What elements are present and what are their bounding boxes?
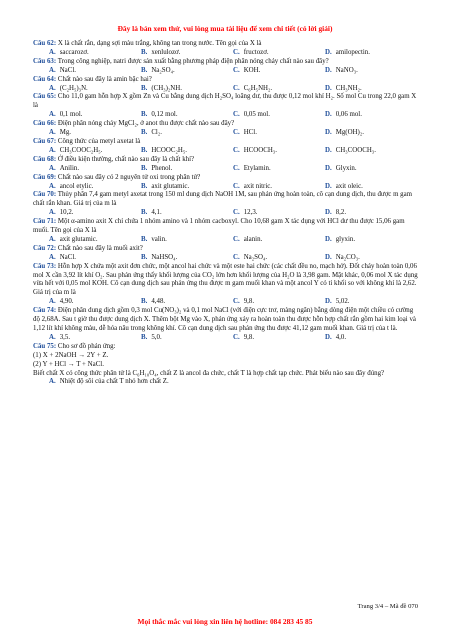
option-text: HCOOC₂H₅. — [151, 146, 187, 154]
question-number: Câu 65: — [33, 93, 57, 101]
option-text: Na₂SO₄. — [151, 66, 175, 74]
option-letter: D. — [325, 235, 332, 243]
option-d — [325, 254, 417, 263]
question — [33, 138, 419, 156]
option-letter: A. — [49, 164, 56, 172]
option-letter: A. — [49, 84, 56, 92]
option-letter: A. — [49, 378, 56, 386]
option-a — [49, 183, 141, 192]
option-letter: C. — [233, 66, 240, 74]
option-letter: A. — [49, 298, 56, 306]
option-letter: B. — [141, 146, 148, 154]
option-letter: C. — [233, 253, 240, 261]
question — [33, 343, 419, 388]
option-text: 3,5. — [59, 333, 71, 341]
question-number: Câu 66: — [33, 120, 57, 128]
option-d — [325, 165, 417, 174]
option-d — [325, 183, 417, 192]
option-text: 9,8. — [243, 333, 255, 341]
option-b — [141, 129, 233, 138]
option-letter: C. — [233, 146, 240, 154]
question-number: Câu 70: — [33, 191, 57, 199]
option-letter: B. — [141, 253, 148, 261]
option-letter: C. — [233, 84, 240, 92]
option-letter: B. — [141, 129, 148, 137]
reaction-1: (1) X + 2NaOH → 2Y + Z. — [33, 351, 109, 359]
question — [33, 120, 419, 138]
option-a — [49, 85, 141, 94]
option-letter: A. — [49, 182, 56, 190]
option-d — [325, 209, 417, 218]
option-text: axit glutamic. — [59, 235, 98, 243]
option-letter: B. — [141, 48, 148, 56]
question-list — [33, 40, 419, 387]
option-d — [325, 236, 417, 245]
option-text: HCl. — [243, 129, 257, 137]
question-number: Câu 69: — [33, 173, 57, 181]
option-letter: D. — [325, 298, 332, 306]
option-b — [141, 298, 233, 307]
option-b — [141, 49, 233, 58]
question-number: Câu 68: — [33, 155, 57, 163]
option-text: KOH. — [243, 66, 261, 74]
option-text: Glyxin. — [335, 164, 357, 172]
option-b — [141, 165, 233, 174]
option-letter: C. — [233, 333, 240, 341]
question — [33, 218, 419, 245]
option-b — [141, 85, 233, 94]
option-text: 4,1. — [151, 209, 162, 217]
question-number: Câu 71: — [33, 218, 57, 226]
question — [33, 191, 419, 218]
question-number: Câu 67: — [33, 137, 57, 145]
option-text: Nhiệt độ sôi của chất T nhỏ hơn chất Z. — [59, 378, 169, 386]
option-b — [141, 254, 233, 263]
question-text: Trong công nghiệp, natri được sản xuất bằng phương pháp điện phân nóng chảy chất nào sau đây? — [57, 57, 329, 65]
option-text: CH₃COOCH₃. — [335, 146, 376, 154]
option-text: Na₂SO₄. — [243, 253, 268, 261]
question-text: X là chất rắn, dạng sợi màu trắng, không tan trong nước. Tên gọi của X là — [57, 40, 262, 47]
question-text: Chất nào sau đây là amin bậc hai? — [57, 75, 152, 83]
option-d — [325, 67, 417, 76]
option-letter: C. — [233, 164, 240, 172]
option-text: NaCl. — [59, 253, 76, 261]
option-c — [233, 254, 325, 263]
option-text: 4,0. — [335, 333, 347, 341]
option-c — [233, 67, 325, 76]
option-text: NaNO₃. — [335, 66, 358, 74]
option-c — [233, 183, 325, 192]
option-text: NaCl. — [59, 66, 76, 74]
option-text: Mg(OH)₂. — [335, 129, 364, 137]
option-d — [325, 49, 417, 58]
option-letter: D. — [325, 209, 332, 217]
question-text: Hỗn hợp X chứa một axit đơn chức, một ancol hai chức và một este hai chức (các chất đều no, mạch hở). Đốt cháy hoàn toàn 0,06 mol X cần 3,92 lít khí O₂. Sau phản ứng thấy khối lượng của CO₂ lớn hơn khối lượng của H₂O là 3,98 gam. Mặt khác, 0,06 mol X tác dụng vừa hết với 0,05 mol KOH. Cô cạn dung dịch sau phản ứng thu được m gam muối khan và một ancol Y có tỉ khối so với không khí là 2,62. Giá trị của m là — [33, 262, 418, 297]
option-letter: D. — [325, 333, 332, 341]
option-letter: A. — [49, 333, 56, 341]
option-b — [141, 209, 233, 218]
option-a — [49, 378, 169, 387]
option-b — [141, 183, 233, 192]
question-number: Câu 64: — [33, 75, 57, 83]
option-a — [49, 236, 141, 245]
question-text: Một α-amino axit X chỉ chứa 1 nhóm amino và 1 nhóm cacboxyl. Cho 10,68 gam X tác dụng với HCl dư thu được 15,06 gam muối. Tên gọi của X là — [33, 218, 405, 235]
question-number: Câu 73: — [33, 262, 57, 270]
option-text: xenlulozơ. — [151, 48, 181, 56]
option-letter: A. — [49, 146, 56, 154]
option-b — [141, 334, 233, 343]
question-text: Điện phân nóng chảy MgCl₂, ở anot thu được chất nào sau đây? — [57, 120, 235, 128]
option-letter: C. — [233, 111, 240, 119]
question-number: Câu 62: — [33, 40, 57, 47]
option-text: Cl₂. — [151, 129, 162, 137]
option-letter: A. — [49, 66, 56, 74]
option-text: 0,05 mol. — [243, 111, 270, 119]
question-text: Chất nào sau đây là muối axit? — [57, 244, 143, 252]
option-letter: D. — [325, 182, 332, 190]
option-text: 8,2. — [335, 209, 347, 217]
option-text: 12,3. — [243, 209, 258, 217]
option-letter: D. — [325, 111, 332, 119]
question-text: Chất nào sau đây có 2 nguyên tử oxi trong phân tử? — [57, 173, 201, 181]
option-a — [49, 334, 141, 343]
option-text: glyxin. — [335, 235, 356, 243]
option-letter: D. — [325, 164, 332, 172]
option-text: 10,2. — [59, 209, 74, 217]
option-letter: D. — [325, 84, 332, 92]
question-number: Câu 72: — [33, 244, 57, 252]
option-b — [141, 236, 233, 245]
option-d — [325, 129, 417, 138]
option-text: 0,1 mol. — [59, 111, 83, 119]
question-text: Công thức của metyl axetat là — [57, 137, 141, 145]
option-text: ancol etylic. — [59, 182, 94, 190]
option-letter: D. — [325, 253, 332, 261]
option-letter: C. — [233, 235, 240, 243]
option-letter: D. — [325, 129, 332, 137]
option-text: axit nitric. — [243, 182, 273, 190]
option-text: 5,0. — [151, 333, 162, 341]
option-a — [49, 147, 141, 156]
option-letter: A. — [49, 253, 56, 261]
option-b — [141, 111, 233, 120]
option-c — [233, 129, 325, 138]
question-number: Câu 74: — [33, 307, 57, 315]
option-letter: D. — [325, 146, 332, 154]
question-text: Cho 11,0 gam hỗn hợp X gồm Zn và Cu bằng dung dịch H₂SO₄ loãng dư, thu được 0,12 mol khí H₂. Số mol Cu trong 22,0 gam X là — [33, 93, 417, 110]
option-text: CH₃NH₂. — [335, 84, 362, 92]
option-letter: B. — [141, 235, 148, 243]
option-text: Anilin. — [59, 164, 80, 172]
option-letter: D. — [325, 48, 332, 56]
option-letter: D. — [325, 66, 332, 74]
option-c — [233, 49, 325, 58]
option-text: (C₂H₅)₃N. — [59, 84, 88, 92]
question-text: Điện phân dung dịch gồm 0,3 mol Cu(NO₃)₂ và 0,1 mol NaCl (với điện cực trơ, màng ngăn) bằng dòng điện một chiều có cường độ 2,68A. Sau t giờ thu được dung dịch X. Thêm bột Mg vào X, phản ứng xảy ra hoàn toàn thu được hỗn hợp chất rắn gồm hai kim loại và 1,12 lít khí không màu, dễ hóa nâu trong không khí. Cô cạn dung dịch sau phản ứng thu được 41,12 gam muối khan. Giá trị của t là. — [33, 307, 416, 332]
option-text: Phenol. — [151, 164, 173, 172]
question — [33, 174, 419, 192]
option-letter: A. — [49, 209, 56, 217]
option-letter: B. — [141, 164, 148, 172]
question-number: Câu 63: — [33, 57, 57, 65]
option-text: C₆H₅NH₂. — [243, 84, 273, 92]
option-text: fructozơ. — [243, 48, 269, 56]
question — [33, 156, 419, 174]
option-letter: C. — [233, 48, 240, 56]
option-text: axit glutamic. — [151, 182, 190, 190]
option-c — [233, 85, 325, 94]
option-letter: A. — [49, 129, 56, 137]
page-label: Trang 3/4 – Mã đề 070 — [357, 603, 418, 610]
option-a — [49, 254, 141, 263]
option-d — [325, 334, 417, 343]
question — [33, 307, 419, 343]
option-a — [49, 209, 141, 218]
option-text: HCOOCH₃. — [243, 146, 277, 154]
preview-notice-banner: Đây là bản xem thử, vui lòng mua tài liệu để xem chi tiết (có lời giải) — [117, 24, 333, 33]
option-letter: B. — [141, 333, 148, 341]
option-c — [233, 334, 325, 343]
option-text: 0,12 mol. — [151, 111, 178, 119]
option-text: Etylamin. — [243, 164, 271, 172]
option-text: 9,8. — [243, 298, 255, 306]
question — [33, 76, 419, 94]
option-letter: C. — [233, 182, 240, 190]
option-c — [233, 236, 325, 245]
option-text: (CH₃)₂NH. — [151, 84, 182, 92]
question-text: Cho sơ đồ phản ứng: — [57, 342, 116, 350]
option-text: 4,48. — [151, 298, 166, 306]
question — [33, 263, 419, 308]
option-text: 5,02. — [335, 298, 350, 306]
option-letter: B. — [141, 298, 148, 306]
option-d — [325, 111, 417, 120]
question-text: Ở điều kiện thường, chất nào sau đây là chất khí? — [57, 155, 195, 163]
option-a — [49, 165, 141, 174]
option-text: alanin. — [243, 235, 263, 243]
option-text: valin. — [151, 235, 167, 243]
option-text: CH₃COOC₂H₅. — [59, 146, 103, 154]
option-c — [233, 147, 325, 156]
option-a — [49, 111, 141, 120]
question — [33, 40, 419, 58]
option-text: Mg. — [59, 129, 71, 137]
option-letter: C. — [233, 209, 240, 217]
option-b — [141, 67, 233, 76]
option-a — [49, 67, 141, 76]
question-number: Câu 75: — [33, 342, 57, 350]
option-a — [49, 129, 141, 138]
question — [33, 245, 419, 263]
option-text: Na₂CO₃. — [335, 253, 360, 261]
question — [33, 93, 419, 120]
option-letter: B. — [141, 111, 148, 119]
option-a — [49, 298, 141, 307]
option-letter: B. — [141, 182, 148, 190]
option-text: axit oleic. — [335, 182, 363, 190]
option-letter: B. — [141, 66, 148, 74]
option-letter: C. — [233, 298, 240, 306]
reaction-2: (2) Y + HCl → T + NaCl. — [33, 360, 104, 368]
option-letter: A. — [49, 111, 56, 119]
option-letter: A. — [49, 235, 56, 243]
option-letter: B. — [141, 84, 148, 92]
option-c — [233, 298, 325, 307]
option-text: 0,06 mol. — [335, 111, 362, 119]
option-text: NaHSO₄. — [151, 253, 178, 261]
option-d — [325, 298, 417, 307]
option-text: saccarozơ. — [59, 48, 89, 56]
option-c — [233, 209, 325, 218]
option-c — [233, 165, 325, 174]
option-letter: B. — [141, 209, 148, 217]
option-b — [141, 147, 233, 156]
option-text: amilopectin. — [335, 48, 370, 56]
option-text: 4,90. — [59, 298, 74, 306]
option-letter: C. — [233, 129, 240, 137]
option-a — [49, 49, 141, 58]
option-d — [325, 85, 417, 94]
hotline-banner: Mọi thắc mắc vui lòng xin liên hệ hotline: 084 283 45 85 — [137, 617, 313, 626]
question-description: Biết chất X có công thức phân tử là C₆H₁₀O₄, chất Z là ancol đa chức, chất T là hợp chất tạp chức. Phát biểu nào sau đây đúng? — [33, 369, 385, 377]
question — [33, 58, 419, 76]
option-letter: A. — [49, 48, 56, 56]
option-d — [325, 147, 417, 156]
option-c — [233, 111, 325, 120]
question-text: Thủy phân 7,4 gam metyl axetat trong 150 ml dung dịch NaOH 1M, sau phản ứng hoàn toàn, cô cạn dung dịch, thu được m gam chất rắn khan. Giá trị của m là — [33, 191, 413, 208]
